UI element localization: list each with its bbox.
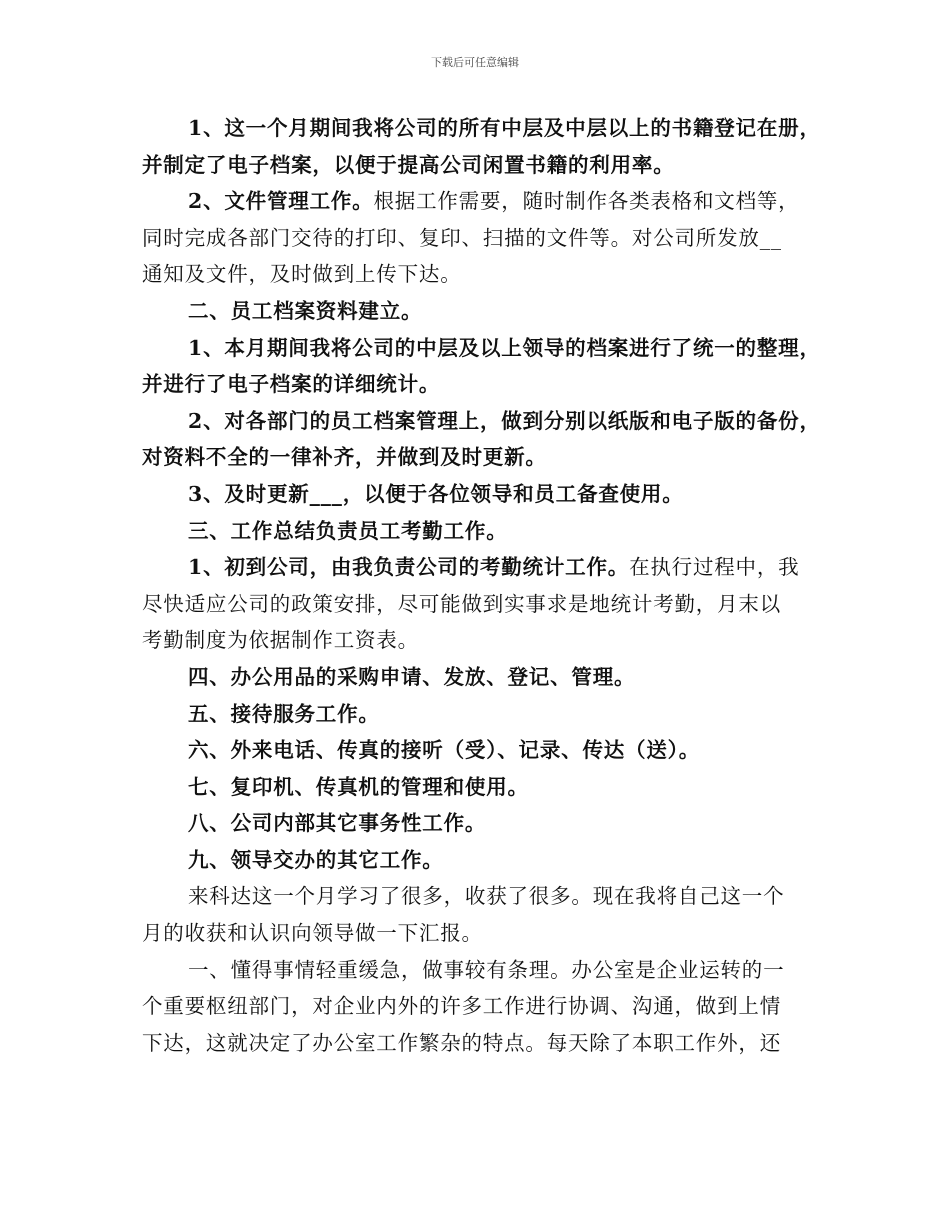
paragraph-line: 下达，这就决定了办公室工作繁杂的特点。每天除了本职工作外，还 (142, 1030, 781, 1055)
paragraph-line: 2、对各部门的员工档案管理上，做到分别以纸版和电子版的备份， (188, 408, 821, 433)
section-heading: 四、办公用品的采购申请、发放、登记、管理。 (188, 664, 636, 689)
document-body (142, 110, 832, 1061)
page-header: 下载后可任意编辑 (431, 56, 519, 69)
paragraph-line: 并制定了电子档案，以便于提高公司闲置书籍的利用率。 (142, 152, 675, 177)
paragraph-line: 来科达这一个月学习了很多，收获了很多。现在我将自己这一个 (188, 884, 785, 909)
paragraph-line: 尽快适应公司的政策安排，尽可能做到实事求是地统计考勤，月末以 (142, 591, 781, 616)
paragraph-line: 3、及时更新___，以便于各位领导和员工备查使用。 (188, 481, 684, 506)
paragraph-line: 月的收获和认识向领导做一下汇报。 (142, 921, 483, 946)
paragraph-line: 个重要枢纽部门，对企业内外的许多工作进行协调、沟通，做到上情 (142, 994, 781, 1019)
paragraph-line: 一、懂得事情轻重缓急，做事较有条理。办公室是企业运转的一 (188, 957, 785, 982)
section-heading: 五、接待服务工作。 (188, 701, 380, 726)
bold-run: 1、初到公司，由我负责公司的考勤统计工作。 (188, 555, 630, 580)
section-heading: 六、外来电话、传真的接听（受）、记录、传达（送）。 (188, 738, 700, 763)
paragraph-line: 通知及文件，及时做到上传下达。 (142, 262, 462, 287)
paragraph-line: 并进行了电子档案的详细统计。 (142, 372, 441, 397)
paragraph-line (142, 183, 832, 220)
paragraph-line (142, 549, 832, 586)
section-heading: 九、领导交办的其它工作。 (188, 847, 444, 872)
section-heading: 八、公司内部其它事务性工作。 (188, 811, 487, 836)
paragraph-line: 同时完成各部门交待的打印、复印、扫描的文件等。对公司所发放__ (142, 225, 782, 250)
normal-run: 根据工作需要，随时制作各类表格和文档等， (373, 189, 800, 214)
paragraph-line: 对资料不全的一律补齐，并做到及时更新。 (142, 445, 547, 470)
bold-run: 2、文件管理工作。 (188, 189, 374, 214)
paragraph-line: 1、这一个月期间我将公司的所有中层及中层以上的书籍登记在册， (188, 116, 821, 140)
section-heading: 二、员工档案资料建立。 (188, 298, 423, 323)
paragraph-line: 1、本月期间我将公司的中层及以上领导的档案进行了统一的整理， (188, 335, 821, 360)
section-heading: 三、工作总结负责员工考勤工作。 (188, 518, 508, 543)
section-heading: 七、复印机、传真机的管理和使用。 (188, 774, 529, 799)
paragraph-line: 考勤制度为依据制作工资表。 (142, 628, 419, 653)
normal-run: 在执行过程中，我 (629, 555, 800, 580)
